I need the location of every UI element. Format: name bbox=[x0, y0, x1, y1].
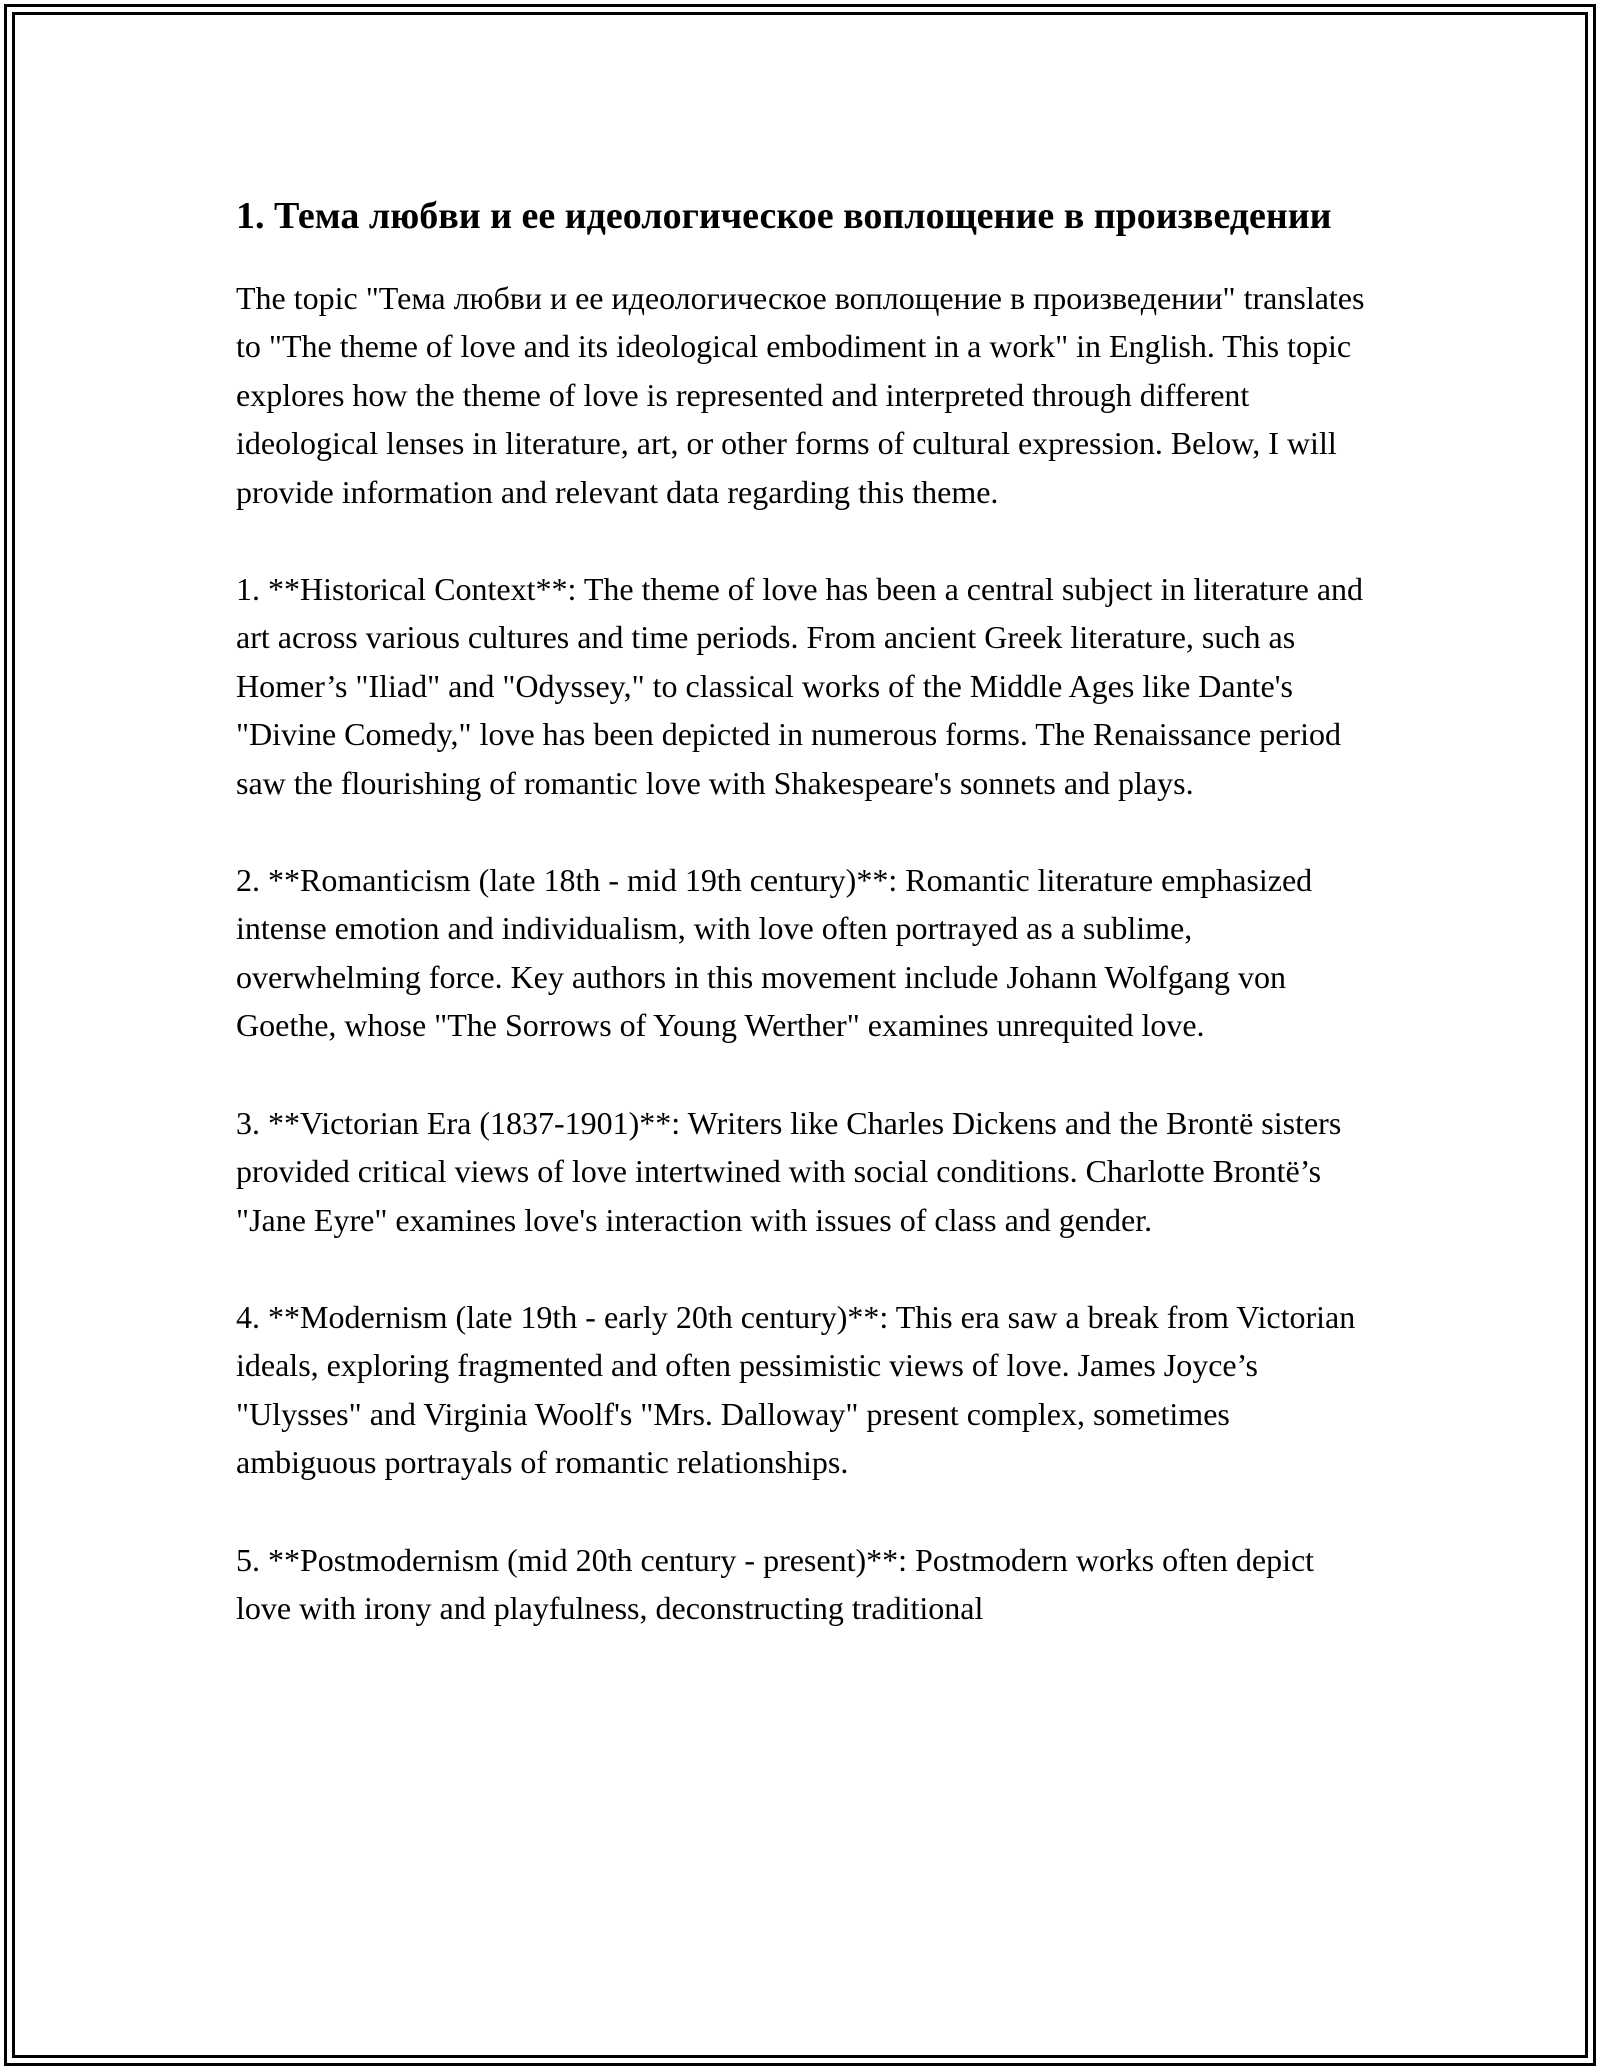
romanticism-paragraph: 2. **Romanticism (late 18th - mid 19th century)**: Romantic literature emphasized intense emotion and individualism, with love often portrayed as a sublime, overwhelming force. Key authors in this movement include Johann Wolfgang von Goethe, whose "The Sorrows of Young Werther" examines unrequited love. bbox=[236, 862, 1313, 1044]
postmodernism-paragraph: 5. **Postmodernism (mid 20th century - present)**: Postmodern works often depict love with irony and playfulness, deconstructing traditional bbox=[236, 1541, 1315, 1626]
victorian-era-paragraph: 3. **Victorian Era (1837-1901)**: Writers like Charles Dickens and the Brontë sisters provided critical views of love intertwined with social conditions. Charlotte Brontë’s "Jane Eyre" examines love's interaction with issues of class and gender. bbox=[236, 1104, 1342, 1238]
intro-paragraph: The topic "Тема любви и ее идеологическое воплощение в произведении" translates to "The theme of love and its ideological embodiment in a work" in English. This topic explores how the theme of love is represented and interpreted through different ideological lenses in literature, art, or other forms of cultural expression. Below, I will provide information and relevant data regarding this theme. bbox=[236, 280, 1365, 510]
historical-context-paragraph: 1. **Historical Context**: The theme of love has been a central subject in literature and art across various cultures and time periods. From ancient Greek literature, such as Homer’s "Iliad" and "Odyssey," to classical works of the Middle Ages like Dante's "Divine Comedy," love has been depicted in numerous forms. The Renaissance period saw the flourishing of romantic love with Shakespeare's sonnets and plays. bbox=[236, 571, 1364, 801]
modernism-paragraph: 4. **Modernism (late 19th - early 20th century)**: This era saw a break from Victorian ideals, exploring fragmented and often pessimistic views of love. James Joyce’s "Ulysses" and Virginia Woolf's "Mrs. Dalloway" present complex, sometimes ambiguous portrayals of romantic relationships. bbox=[236, 1298, 1356, 1481]
document-body bbox=[236, 188, 1376, 1632]
document-title: 1. Тема любви и ее идеологическое воплощение в произведении bbox=[236, 195, 1332, 237]
